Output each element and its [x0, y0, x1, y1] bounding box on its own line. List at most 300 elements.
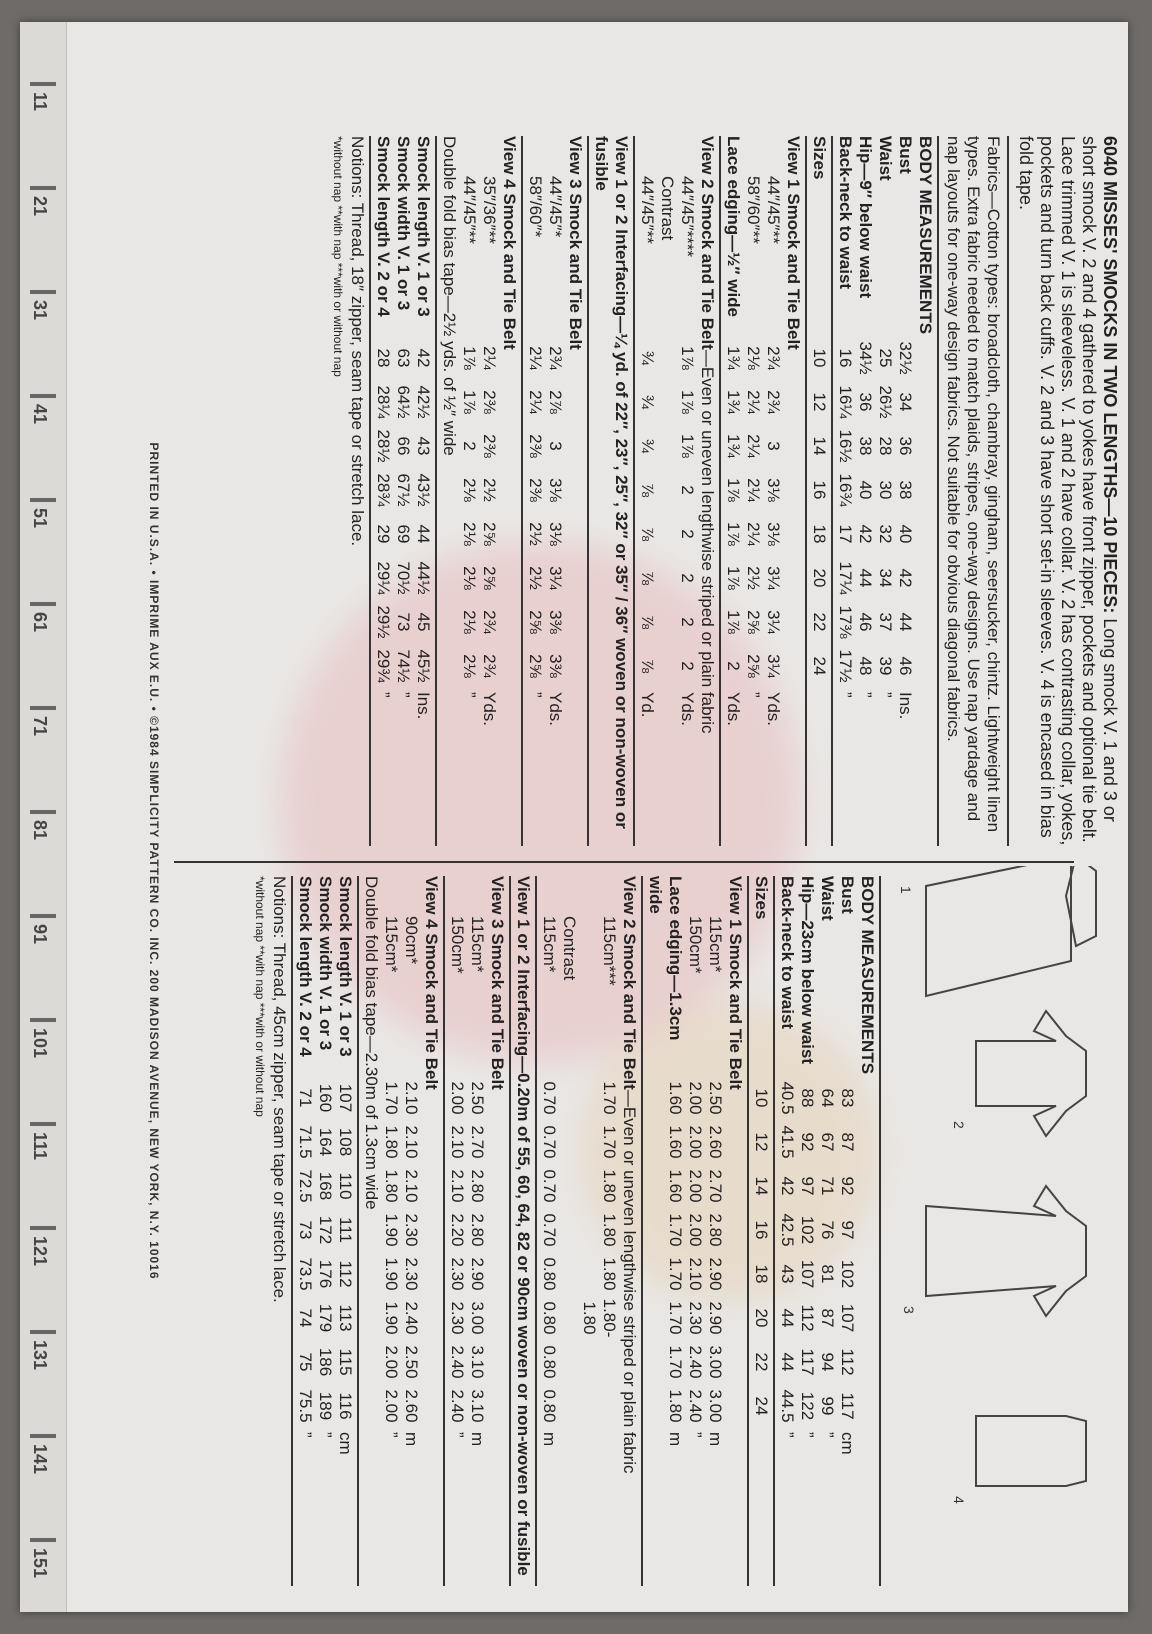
view3-section — [445, 876, 511, 1586]
table-cell: 28 — [876, 436, 895, 456]
table-cell: 2⅞ — [546, 390, 565, 414]
ruler-tick — [30, 1226, 56, 1230]
view4-header: View 4 Smock and Tie Belt — [500, 136, 519, 350]
view3-header: View 3 Smock and Tie Belt — [566, 136, 585, 350]
table-cell: 2½ — [744, 566, 763, 590]
pattern-envelope-back — [20, 22, 1128, 1612]
table-cell: 40 — [896, 524, 915, 544]
table-cell: 1.80 — [382, 1125, 401, 1159]
table-cell: 2⅝ — [480, 566, 499, 590]
view3-section — [523, 136, 589, 846]
table-cell: 3⅜ — [546, 654, 565, 678]
table-cell: 122 — [798, 1391, 817, 1421]
table-cell: 2.60 — [706, 1125, 725, 1159]
table-cell: 17½ — [836, 649, 855, 683]
table-cell: 2¼ — [744, 390, 763, 414]
table-row — [447, 876, 467, 1586]
size-cell: 18 — [810, 524, 829, 544]
column-divider — [174, 861, 1074, 863]
view1-section — [721, 136, 807, 846]
table-cell: 1⅞ — [724, 478, 743, 502]
unit-label: ” — [382, 1432, 401, 1438]
table-cell: 3.10 — [468, 1345, 487, 1379]
table-cell: 1.70 — [666, 1257, 685, 1291]
table-cell: 1.80 — [600, 1169, 619, 1203]
ruler-number: 31 — [30, 300, 50, 321]
size-cell: 12 — [810, 392, 829, 412]
row-label: Contrast — [658, 176, 677, 241]
table-cell: 2¼ — [744, 434, 763, 458]
table-cell: 36 — [856, 392, 875, 412]
table-cell: 32 — [876, 524, 895, 544]
view1-header: View 1 Smock and Tie Belt — [784, 136, 803, 350]
table-cell: ¾ — [638, 438, 657, 454]
ruler-tick — [30, 82, 56, 86]
table-cell: 2.90 — [468, 1257, 487, 1291]
table-cell: 2 — [678, 485, 697, 495]
size-cell: 24 — [752, 1396, 771, 1416]
row-label: Back-neck to waist — [778, 876, 797, 1030]
table-cell: 2.00 — [686, 1125, 705, 1159]
printed-line: PRINTED IN U.S.A. • IMPRIME AUX E.U. • ©1984 SIMPLICITY PATTERN CO. INC. 200 MADISON AVENUE, NEW YORK, N.Y. 10016 — [147, 442, 161, 1280]
table-cell — [559, 1164, 579, 1208]
table-cell: 2.00 — [686, 1081, 705, 1115]
table-cell: 63 — [394, 348, 413, 368]
table-cell: 74 — [296, 1308, 315, 1328]
table-cell: 38 — [856, 436, 875, 456]
table-cell: 3¼ — [546, 566, 565, 590]
table-cell: 2⅛ — [744, 346, 763, 370]
ruler-tick — [30, 1434, 56, 1438]
table-cell — [579, 1384, 619, 1428]
table-cell: ⅞ — [638, 482, 657, 498]
sketch-label-2: 2 — [951, 1121, 967, 1129]
view2-header-rest: —Even or uneven lengthwise striped or plain fabric — [620, 1089, 639, 1474]
table-cell: 74½ — [394, 649, 413, 683]
ruler-tick — [30, 498, 56, 502]
ruler-number: 51 — [30, 508, 50, 529]
table-cell: 34 — [876, 568, 895, 588]
table-cell: 34 — [896, 392, 915, 412]
unit-label: m — [666, 1432, 685, 1447]
table-cell: 2.00 — [382, 1345, 401, 1379]
rotated-content — [126, 126, 1126, 1596]
unit-label: Yd. — [638, 692, 657, 718]
table-row — [875, 136, 895, 846]
table-cell: 1¾ — [724, 346, 743, 370]
body-measurements-header: BODY MEASUREMENTS — [916, 136, 935, 335]
table-row — [393, 136, 413, 846]
ruler-tick — [30, 602, 56, 606]
table-row — [373, 136, 393, 846]
table-cell — [559, 1076, 579, 1120]
table-row — [295, 876, 315, 1586]
table-row — [479, 136, 499, 846]
table-cell: 2.40 — [448, 1389, 467, 1423]
table-cell: 1¾ — [724, 390, 743, 414]
table-cell: 1.70 — [382, 1081, 401, 1115]
table-cell: 72.5 — [296, 1169, 315, 1203]
table-cell: 1.80 — [600, 1257, 619, 1291]
fabrics-note: Fabrics—Cotton types: broadcloth, chambray, gingham, seersucker, chintz. Lightweight linen types. Extra fabric needed to match plaids, stripes, one-way designs. Use nap yardage and nap layouts for one-way design fabrics. Not suitable for obvious diagonal fabrics. — [943, 136, 1009, 846]
sketch-label-3: 3 — [901, 1306, 917, 1314]
ruler-strip — [20, 22, 67, 1612]
unit-label: Yds. — [764, 692, 783, 727]
table-cell: 28½ — [374, 429, 393, 463]
table-cell: 1.80 — [666, 1389, 685, 1423]
table-cell: 2¼ — [744, 478, 763, 502]
unit-label — [657, 688, 677, 732]
table-cell: 2 — [678, 661, 697, 671]
ruler-number: 121 — [30, 1236, 50, 1267]
ruler-number: 21 — [30, 196, 50, 217]
table-cell: 16 — [836, 348, 855, 368]
unit-label: ” — [316, 1432, 335, 1438]
table-cell: 44 — [856, 568, 875, 588]
table-cell: 92 — [838, 1176, 857, 1196]
table-cell: 2.90 — [706, 1301, 725, 1335]
table-cell: 3.00 — [706, 1389, 725, 1423]
table-cell: 2.50 — [468, 1081, 487, 1115]
table-cell: 42 — [414, 348, 433, 368]
imperial-column — [136, 126, 1126, 856]
ruler-number: 131 — [30, 1340, 50, 1371]
table-cell: 16¾ — [836, 473, 855, 507]
ruler-tick — [30, 1018, 56, 1022]
table-cell: 115 — [336, 1348, 355, 1376]
view1-header: View 1 Smock and Tie Belt — [726, 876, 745, 1090]
table-cell: 2.10 — [448, 1125, 467, 1159]
table-cell: 64½ — [394, 385, 413, 419]
table-cell: 2⅝ — [744, 654, 763, 678]
table-cell: 44.5 — [778, 1389, 797, 1423]
table-cell: 2⅛ — [460, 478, 479, 502]
view1-section — [643, 876, 749, 1586]
table-cell: 2⅝ — [526, 654, 545, 678]
unit-label: ” — [876, 692, 895, 698]
bias-tape-line: Double fold bias tape—2.30m of 1.3cm wide — [362, 876, 381, 1210]
table-cell: 2⅝ — [480, 522, 499, 546]
table-cell: 2⅛ — [460, 566, 479, 590]
ruler-number: 141 — [30, 1444, 50, 1475]
table-cell: ¾ — [638, 350, 657, 366]
table-cell: 97 — [838, 1220, 857, 1240]
table-cell: 3⅜ — [546, 610, 565, 634]
table-cell: 39 — [876, 656, 895, 676]
table-cell: 17 — [836, 524, 855, 544]
table-cell: 2.10 — [402, 1125, 421, 1159]
table-cell: 2¾ — [480, 610, 499, 634]
size-cell: 24 — [810, 656, 829, 676]
sketch-label-1: 1 — [898, 886, 914, 894]
table-cell: 64 — [818, 1088, 837, 1108]
ruler-number: 111 — [30, 1132, 50, 1161]
table-cell: 1.70 — [666, 1345, 685, 1379]
table-cell: 3⅛ — [764, 522, 783, 546]
table-cell: 168 — [316, 1171, 335, 1201]
sizes-section — [807, 136, 833, 846]
table-cell: 1⅞ — [724, 566, 743, 590]
table-row — [677, 136, 697, 846]
table-cell: 2¼ — [744, 522, 763, 546]
table-row — [657, 136, 677, 846]
table-cell: 0.70 — [540, 1125, 559, 1159]
table-row — [743, 136, 763, 846]
finished-measurements-section — [371, 136, 437, 846]
table-cell: 117 — [838, 1392, 857, 1420]
table-row — [723, 136, 743, 846]
unit-label: Yds. — [724, 692, 743, 727]
row-label: Lace edging—1.3cm wide — [646, 876, 685, 1041]
table-cell: 17⅜ — [836, 605, 855, 639]
table-cell: 3 — [546, 441, 565, 451]
table-cell: 2½ — [480, 478, 499, 502]
table-cell: 3¼ — [764, 654, 783, 678]
table-cell — [657, 380, 677, 424]
view4-sketch — [976, 1416, 1086, 1486]
footnote: *without nap **with nap ***with or without nap — [331, 136, 345, 377]
row-label: Smock length V. 1 or 3 — [414, 136, 433, 317]
table-cell: 1⅞ — [678, 346, 697, 370]
row-label: Smock length V. 1 or 3 — [336, 876, 355, 1057]
row-label: Bust — [896, 136, 915, 174]
table-cell: 92 — [798, 1132, 817, 1152]
view2-section — [537, 876, 643, 1586]
row-label: Lace edging—½″ wide — [724, 136, 743, 318]
table-cell: 76 — [818, 1220, 837, 1240]
unit-label: m — [706, 1432, 725, 1447]
table-cell: 38 — [896, 480, 915, 500]
table-cell: 2⅜ — [526, 434, 545, 458]
table-cell: 1.90 — [382, 1257, 401, 1291]
table-cell: 28¾ — [374, 473, 393, 507]
table-cell: 2.40 — [402, 1301, 421, 1335]
table-cell: 2.40 — [686, 1345, 705, 1379]
table-cell: 2.10 — [686, 1257, 705, 1291]
size-cell: 20 — [810, 568, 829, 588]
table-cell: 113 — [336, 1304, 355, 1332]
table-cell: 112 — [798, 1304, 817, 1332]
row-label: 44″/45″** — [460, 176, 479, 244]
ruler-tick — [30, 1538, 56, 1542]
table-cell: 1.80 — [382, 1169, 401, 1203]
table-cell: 2⅜ — [526, 478, 545, 502]
table-cell: 45½ — [414, 649, 433, 683]
table-cell: 2.00 — [686, 1213, 705, 1247]
size-cell: 10 — [810, 348, 829, 368]
table-cell: 2⅜ — [480, 434, 499, 458]
row-label: 44″/45″**** — [678, 176, 697, 258]
row-label: Hip—9″ below waist — [856, 136, 875, 299]
table-cell: 43 — [414, 436, 433, 456]
table-cell: 42½ — [414, 385, 433, 419]
table-cell: 2¾ — [546, 346, 565, 370]
unit-label: Yds. — [678, 692, 697, 727]
table-cell: ⅞ — [638, 658, 657, 674]
size-cell: 20 — [752, 1308, 771, 1328]
table-cell: 1.90 — [382, 1301, 401, 1335]
view4-section — [359, 876, 445, 1586]
table-cell: 2.20 — [448, 1213, 467, 1247]
table-cell: 1⅞ — [724, 522, 743, 546]
table-cell — [559, 1208, 579, 1252]
table-cell: 2.30 — [686, 1301, 705, 1335]
table-cell: 3 — [764, 441, 783, 451]
imperial-tables — [331, 136, 939, 846]
table-cell: 2.80 — [468, 1213, 487, 1247]
table-cell: 2¾ — [480, 654, 499, 678]
bias-tape-line: Double fold bias tape—2½ yds. of ½″ wide — [440, 136, 459, 456]
table-cell: 2.30 — [448, 1257, 467, 1291]
table-cell: 2.00 — [448, 1081, 467, 1115]
table-cell: 42 — [778, 1176, 797, 1196]
table-cell: 1.70 — [666, 1301, 685, 1335]
table-cell: 67 — [818, 1132, 837, 1152]
table-cell: 2 — [678, 529, 697, 539]
footnote: *without nap **with nap ***with or without nap — [253, 876, 267, 1117]
unit-label: m — [468, 1432, 487, 1447]
unit-label: ” — [460, 692, 479, 698]
table-cell: 46 — [856, 612, 875, 632]
table-row — [777, 876, 797, 1586]
table-cell: 42.5 — [778, 1213, 797, 1247]
row-label: 35″/36″** — [480, 176, 499, 244]
notions-line: Notions: Thread, 45cm zipper, seam tape or stretch lace. — [267, 876, 293, 1586]
table-row — [545, 136, 565, 846]
unit-label: ” — [394, 692, 413, 698]
unit-label: ” — [374, 692, 393, 698]
ruler-number: 101 — [30, 1028, 50, 1059]
table-cell: 1.60 — [666, 1081, 685, 1115]
sketch-label-4: 4 — [951, 1496, 967, 1504]
table-cell: 2¾ — [764, 390, 783, 414]
unit-label: ” — [818, 1432, 837, 1438]
row-label: 115cm*** — [600, 916, 619, 986]
table-cell: 34½ — [856, 341, 875, 375]
ruler-number: 61 — [30, 612, 50, 633]
table-cell: 67½ — [394, 473, 413, 507]
ruler-number: 11 — [30, 92, 50, 112]
table-row — [401, 876, 421, 1586]
table-row — [645, 876, 685, 1586]
table-cell: 176 — [316, 1259, 335, 1289]
unit-label — [579, 1428, 619, 1472]
table-cell: 75.5 — [296, 1389, 315, 1423]
table-row — [855, 136, 875, 846]
table-cell: 1⅞ — [460, 390, 479, 414]
table-cell: 102 — [838, 1259, 857, 1289]
row-label: Smock width V. 1 or 3 — [394, 136, 413, 311]
table-cell: 30 — [876, 480, 895, 500]
table-cell: 2 — [678, 617, 697, 627]
unit-label: ” — [798, 1432, 817, 1438]
sizes-label: Sizes — [752, 876, 771, 920]
notions-line: Notions: Thread, 18″ zipper, seam tape or stretch lace. — [345, 136, 371, 846]
table-cell: 2.40 — [448, 1345, 467, 1379]
table-cell: 164 — [316, 1127, 335, 1157]
table-cell — [657, 644, 677, 688]
unit-label: ” — [296, 1432, 315, 1438]
table-cell: 1⅞ — [678, 434, 697, 458]
size-cell: 22 — [810, 612, 829, 632]
table-cell: 97 — [798, 1176, 817, 1196]
view2-sketch — [976, 1011, 1086, 1136]
table-cell: 1⅞ — [678, 390, 697, 414]
table-cell — [559, 1120, 579, 1164]
interfacing-line: View 1 or 2 Interfacing—0.20m of 55, 60, 64, 82 or 90cm woven or non-woven or fusible — [511, 876, 537, 1586]
table-cell: 2.50 — [706, 1081, 725, 1115]
table-cell: 42 — [896, 568, 915, 588]
row-label: Contrast — [560, 916, 579, 981]
table-cell: 3⅛ — [546, 478, 565, 502]
table-cell: 44½ — [414, 561, 433, 595]
table-cell: 2.80 — [706, 1213, 725, 1247]
table-row — [315, 876, 335, 1586]
table-cell: 2½ — [526, 522, 545, 546]
table-cell: 108 — [336, 1127, 355, 1157]
table-row — [539, 876, 559, 1586]
table-cell: 2.40 — [686, 1389, 705, 1423]
view3-sketch — [926, 1186, 1086, 1316]
table-cell: 26½ — [876, 385, 895, 419]
table-cell: 16½ — [836, 429, 855, 463]
table-cell — [559, 1384, 579, 1428]
row-label: 44″/45″* — [546, 176, 565, 238]
view4-header: View 4 Smock and Tie Belt — [422, 876, 441, 1090]
row-label: Back-neck to waist — [836, 136, 855, 290]
table-cell: 81 — [818, 1264, 837, 1284]
table-row — [459, 136, 479, 846]
table-cell: 29¾ — [374, 649, 393, 683]
table-row — [579, 876, 619, 1586]
table-cell: 29 — [374, 524, 393, 544]
table-cell: 117 — [798, 1348, 817, 1376]
table-cell: 3¼ — [764, 566, 783, 590]
table-cell: 2¾ — [764, 346, 783, 370]
table-cell: 88 — [798, 1088, 817, 1108]
ruler-tick — [30, 1122, 56, 1126]
table-cell: 75 — [296, 1352, 315, 1372]
table-cell: 44 — [778, 1352, 797, 1372]
table-cell: 2.10 — [448, 1169, 467, 1203]
table-cell — [657, 512, 677, 556]
size-cell: 22 — [752, 1352, 771, 1372]
ruler-number: 41 — [30, 404, 50, 425]
table-cell: 172 — [316, 1215, 335, 1245]
table-cell — [657, 424, 677, 468]
table-cell: 87 — [818, 1308, 837, 1328]
row-label: 115cm* — [540, 916, 559, 973]
table-cell — [559, 1296, 579, 1340]
table-cell: 2.60 — [402, 1389, 421, 1423]
unit-label: ” — [856, 692, 875, 698]
table-cell: 73 — [394, 612, 413, 632]
table-cell: 44 — [414, 524, 433, 544]
table-cell: 2⅝ — [526, 610, 545, 634]
table-cell: 3¼ — [764, 610, 783, 634]
unit-label: ” — [836, 692, 855, 698]
table-cell: 66 — [394, 436, 413, 456]
table-cell: 110 — [336, 1172, 355, 1200]
table-cell: 16¼ — [836, 385, 855, 419]
table-cell: 1.60 — [666, 1125, 685, 1159]
view3-header: View 3 Smock and Tie Belt — [488, 876, 507, 1090]
table-cell: 2.10 — [402, 1081, 421, 1115]
sizes-label: Sizes — [810, 136, 829, 180]
table-cell: 94 — [818, 1352, 837, 1372]
unit-label: Yds. — [546, 692, 565, 727]
row-label: 115cm* — [468, 916, 487, 973]
